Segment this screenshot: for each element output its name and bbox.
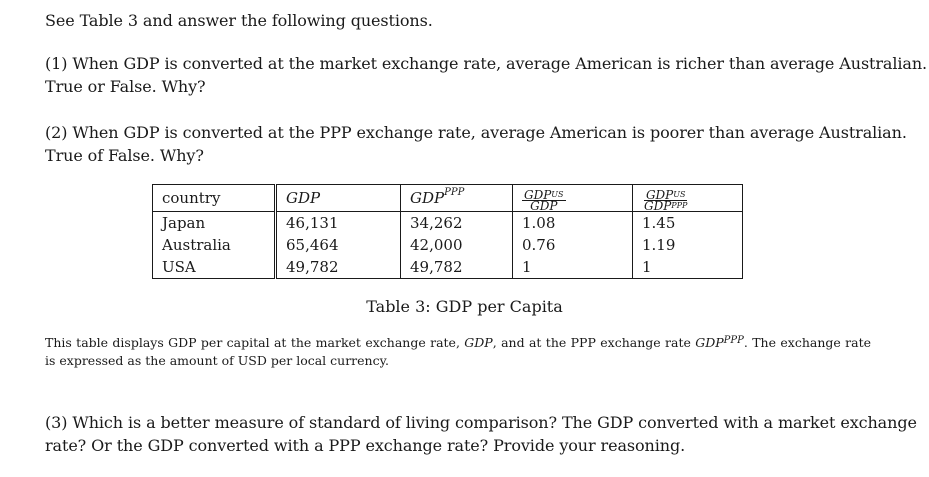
note-gdp-ppp-base: GDP — [695, 335, 724, 350]
cell-ratio-market: 0.76 — [513, 234, 633, 256]
cell-ratio-market: 1 — [513, 256, 633, 279]
cell-ratio-ppp: 1.19 — [633, 234, 743, 256]
question-1-line-2: True or False. Why? — [45, 77, 206, 96]
ratio-market-num-sup: US — [551, 190, 564, 199]
ratio-ppp-den-sup: PPP — [671, 201, 688, 210]
note-part-1: This table displays GDP per capital at the market exchange rate, — [45, 335, 465, 350]
header-country: country — [162, 189, 221, 207]
cell-country: Japan — [162, 214, 206, 232]
table-note — [45, 334, 871, 370]
question-1 — [45, 52, 927, 98]
ratio-ppp-fraction — [642, 190, 689, 211]
cell-gdp: 49,782 — [276, 256, 401, 279]
question-3-line-1: (3) Which is a better measure of standard of living comparison? The GDP converted with a market exchange — [45, 413, 917, 432]
ratio-ppp-num: GDP — [645, 188, 674, 202]
cell-gdp: 46,131 — [276, 212, 401, 235]
note-gdp-ppp — [695, 335, 744, 350]
question-3 — [45, 411, 917, 457]
note-part-3: . The exchange rate is expressed as the amount of USD per local currency. — [45, 335, 871, 368]
gdp-table — [152, 184, 743, 279]
cell-ratio-ppp: 1 — [633, 256, 743, 279]
question-3-line-2: rate? Or the GDP converted with a PPP exchange rate? Provide your reasoning. — [45, 436, 686, 455]
cell-gdp: 65,464 — [276, 234, 401, 256]
ratio-market-num: GDP — [524, 188, 552, 202]
ratio-ppp-num-sup: US — [673, 190, 686, 199]
ratio-market-den: GDP — [530, 199, 558, 213]
table-header-row — [153, 185, 743, 212]
header-gdp-ppp-sup: PPP — [444, 187, 465, 198]
cell-gdp-ppp: 34,262 — [401, 212, 513, 235]
note-gdp: GDP — [464, 335, 493, 350]
cell-country: Australia — [162, 236, 231, 254]
intro-text: See Table 3 and answer the following questions. — [45, 11, 433, 30]
header-ratio-ppp — [633, 185, 743, 212]
question-2 — [45, 121, 907, 167]
question-1-line-1: (1) When GDP is converted at the market exchange rate, average American is richer than average Australian. — [45, 54, 928, 73]
ratio-market-fraction — [522, 190, 566, 211]
cell-gdp-ppp: 42,000 — [401, 234, 513, 256]
question-2-line-1: (2) When GDP is converted at the PPP exchange rate, average American is poorer than average Australian. — [45, 123, 907, 142]
header-gdp-ppp-base: GDP — [410, 189, 445, 207]
header-gdp-ppp — [401, 185, 513, 212]
table-caption: Table 3: GDP per Capita — [366, 297, 563, 316]
cell-gdp-ppp: 49,782 — [401, 256, 513, 279]
note-part-2: , and at the PPP exchange rate — [492, 335, 696, 350]
ratio-ppp-den: GDP — [644, 199, 672, 213]
table-row — [153, 212, 743, 235]
cell-country: USA — [162, 258, 196, 276]
question-2-line-2: True of False. Why? — [45, 146, 204, 165]
cell-ratio-market: 1.08 — [513, 212, 633, 235]
table-row — [153, 234, 743, 256]
cell-ratio-ppp: 1.45 — [633, 212, 743, 235]
note-gdp-ppp-sup: PPP — [723, 335, 744, 346]
header-gdp: GDP — [276, 185, 401, 212]
table-row — [153, 256, 743, 279]
header-ratio-market — [513, 185, 633, 212]
